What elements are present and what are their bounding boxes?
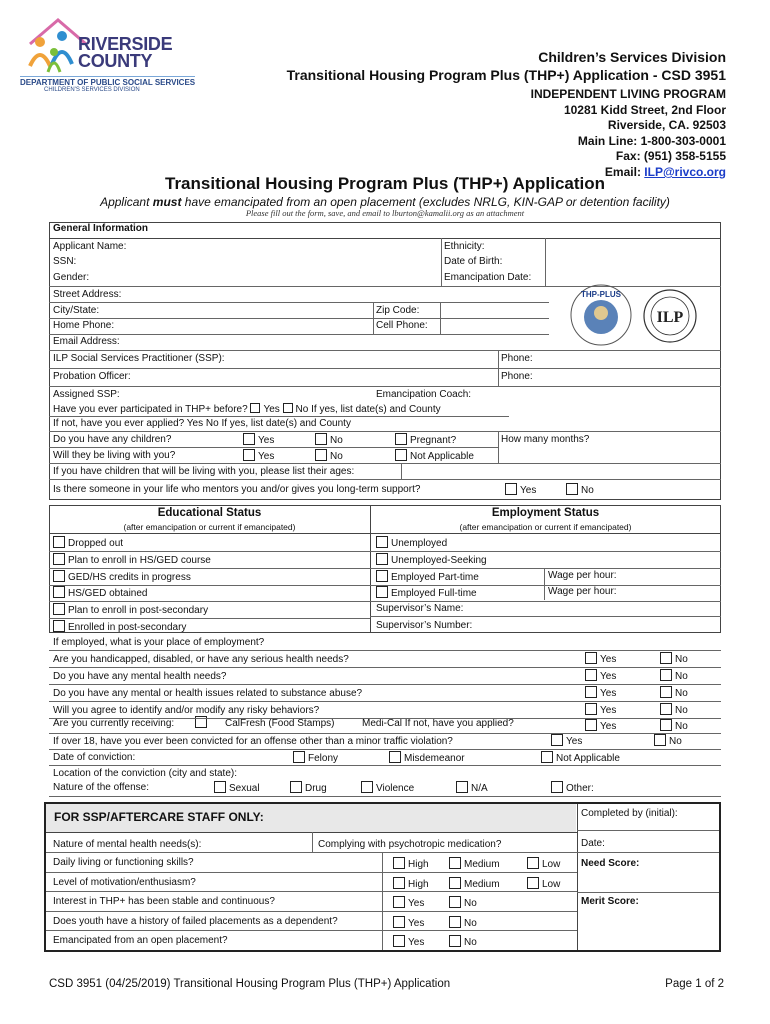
mentor-no: No <box>566 483 594 497</box>
education-checkbox[interactable] <box>53 536 65 548</box>
staff-yes-checkbox[interactable] <box>393 916 405 928</box>
living-na-checkbox[interactable] <box>395 449 407 461</box>
staff-low-option: Low <box>527 857 560 871</box>
city-state-label: City/State: <box>53 305 100 316</box>
ilp-seal-text: ILP <box>656 309 684 326</box>
education-subheading: (after emancipation or current if emancipated) <box>123 522 296 532</box>
sexual-option: Sexual <box>214 781 260 795</box>
merit-score-label: Merit Score: <box>581 896 639 907</box>
children-yes: Yes <box>243 433 274 447</box>
thp-before-yes-checkbox[interactable] <box>250 403 260 413</box>
question-mental-health: Do you have any mental health needs? <box>53 671 227 682</box>
living-no-checkbox[interactable] <box>315 449 327 461</box>
eligibility-note: Applicant must have emancipated from an open placement (excludes NRLG, KIN-GAP or detention facility) <box>100 195 670 209</box>
psychotropic-label: Complying with psychotropic medication? <box>318 839 502 850</box>
receiving-label: Are you currently receiving: <box>53 718 175 729</box>
general-information-heading: General Information <box>53 223 149 234</box>
staff-high-checkbox[interactable] <box>393 857 405 869</box>
footer-form-id: CSD 3951 (04/25/2019) Transitional Housing Program Plus (THP+) Application <box>49 978 451 990</box>
cell-phone-label: Cell Phone: <box>376 320 428 331</box>
education-checkbox[interactable] <box>53 553 65 565</box>
footer-page-number: Page 1 of 2 <box>665 978 724 990</box>
no-option: No <box>660 652 688 666</box>
na-checkbox[interactable] <box>456 781 468 793</box>
education-checkbox[interactable] <box>53 586 65 598</box>
no-checkbox[interactable] <box>660 719 672 731</box>
staff-low-checkbox[interactable] <box>527 877 539 889</box>
mentor-yes-checkbox[interactable] <box>505 483 517 495</box>
staff-yes-checkbox[interactable] <box>393 935 405 947</box>
wage-full-time-label: Wage per hour: <box>548 586 617 597</box>
staff-question-daily-living: Daily living or functioning skills? <box>53 857 194 868</box>
yes-option: Yes <box>585 686 616 700</box>
thp-before-no-checkbox[interactable] <box>283 403 293 413</box>
children-yes-checkbox[interactable] <box>243 433 255 445</box>
employment-checkbox[interactable] <box>376 586 388 598</box>
staff-low-option: Low <box>527 877 560 891</box>
education-option: Plan to enroll in HS/GED course <box>53 553 211 567</box>
staff-yes-option: Yes <box>393 935 424 949</box>
city-address: Riverside, CA. 92503 <box>607 118 726 133</box>
educational-status-heading: Educational Status <box>157 507 262 519</box>
no-option: No <box>660 686 688 700</box>
email-label: Email: <box>604 164 641 179</box>
staff-yes-option: Yes <box>393 916 424 930</box>
department-name: DEPARTMENT OF PUBLIC SOCIAL SERVICES <box>20 78 196 87</box>
children-question: Do you have any children? <box>53 434 172 445</box>
question-handicapped: Are you handicapped, disabled, or have any serious health needs? <box>53 654 349 665</box>
no-option: No <box>660 669 688 683</box>
no-option: No <box>660 719 688 733</box>
how-many-months-label: How many months? <box>501 434 590 445</box>
staff-no-option: No <box>449 935 477 949</box>
staff-medium-option: Medium <box>449 877 500 891</box>
living-yes-checkbox[interactable] <box>243 449 255 461</box>
convicted-no-checkbox[interactable] <box>654 734 666 746</box>
staff-medium-option: Medium <box>449 857 500 871</box>
email-link[interactable]: ILP@rivco.org <box>644 164 726 179</box>
yes-checkbox[interactable] <box>585 719 597 731</box>
page-title: Transitional Housing Program Plus (THP+) Application <box>165 174 605 193</box>
calfresh-label: CalFresh (Food Stamps) <box>225 718 335 729</box>
thp-plus-seal <box>563 283 643 349</box>
yes-checkbox[interactable] <box>585 686 597 698</box>
probation-officer-label: Probation Officer: <box>53 371 131 382</box>
county-name: RIVERSIDE COUNTY <box>78 34 173 71</box>
sexual-checkbox[interactable] <box>214 781 226 793</box>
living-na: Not Applicable <box>395 449 474 463</box>
conviction-na-checkbox[interactable] <box>541 751 553 763</box>
fill-instructions: Please fill out the form, save, and email to lburton@kamalii.org as an attachment <box>245 208 525 218</box>
education-checkbox[interactable] <box>53 570 65 582</box>
pregnant-checkbox[interactable] <box>395 433 407 445</box>
thp-before-question: Have you ever participated in THP+ before? Yes No If yes, list date(s) and County <box>53 404 441 415</box>
education-option: Enrolled in post-secondary <box>53 620 186 634</box>
yes-option: Yes <box>585 719 616 733</box>
nature-label: Nature of the offense: <box>53 782 149 793</box>
staff-no-checkbox[interactable] <box>449 916 461 928</box>
misdemeanor-checkbox[interactable] <box>389 751 401 763</box>
dob-label: Date of Birth: <box>444 256 503 267</box>
question-risky: Will you agree to identify and/or modify any risky behaviors? <box>53 705 320 716</box>
employment-option: Unemployed <box>376 536 447 550</box>
na-option: N/A <box>456 781 488 795</box>
education-checkbox[interactable] <box>53 620 65 632</box>
felony-option: Felony <box>293 751 338 765</box>
drug-option: Drug <box>290 781 327 795</box>
children-no: No <box>315 433 343 447</box>
living-no: No <box>315 449 343 463</box>
staff-yes-checkbox[interactable] <box>393 896 405 908</box>
yes-checkbox[interactable] <box>585 669 597 681</box>
no-checkbox[interactable] <box>660 669 672 681</box>
main-line: Main Line: 1-800-303-0001 <box>577 133 726 148</box>
supervisor-number-label: Supervisor’s Number: <box>376 620 473 631</box>
convicted-question: If over 18, have you ever been convicted for an offense other than a minor traffic violation? <box>53 736 453 747</box>
staff-only-heading: FOR SSP/AFTERCARE STAFF ONLY: <box>54 810 264 824</box>
no-checkbox[interactable] <box>660 686 672 698</box>
employment-checkbox[interactable] <box>376 553 388 565</box>
street-address-label: Street Address: <box>53 289 122 300</box>
home-phone-label: Home Phone: <box>53 320 115 331</box>
staff-high-option: High <box>393 877 429 891</box>
staff-yes-option: Yes <box>393 896 424 910</box>
staff-medium-checkbox[interactable] <box>449 857 461 869</box>
violence-option: Violence <box>361 781 414 795</box>
division-name: CHILDREN'S SERVICES DIVISION <box>44 87 140 93</box>
education-checkbox[interactable] <box>53 603 65 615</box>
conviction-na-option: Not Applicable <box>541 751 620 765</box>
ssp-label: ILP Social Services Practitioner (SSP): <box>53 353 225 364</box>
staff-low-checkbox[interactable] <box>527 857 539 869</box>
staff-question-emancipated-open: Emancipated from an open placement? <box>53 935 228 946</box>
education-option: GED/HS credits in progress <box>53 570 191 584</box>
children-ages-label: If you have children that will be living with you, please list their ages: <box>53 466 355 477</box>
gender-label: Gender: <box>53 272 90 283</box>
yes-option: Yes <box>585 652 616 666</box>
staff-no-option: No <box>449 896 477 910</box>
pregnant: Pregnant? <box>395 433 456 447</box>
employment-checkbox[interactable] <box>376 570 388 582</box>
question-substance: Do you have any mental or health issues related to substance abuse? <box>53 688 363 699</box>
employment-checkbox[interactable] <box>376 536 388 548</box>
date-of-conviction-label: Date of conviction: <box>53 752 136 763</box>
ssp-phone-label: Phone: <box>501 353 533 364</box>
staff-medium-checkbox[interactable] <box>449 877 461 889</box>
staff-no-checkbox[interactable] <box>449 935 461 947</box>
need-score-label: Need Score: <box>581 858 640 869</box>
program-address <box>531 87 726 181</box>
fax: Fax: (951) 358-5155 <box>615 149 726 164</box>
emancipation-coach-label: Emancipation Coach: <box>376 389 472 400</box>
ssn-label: SSN: <box>53 256 77 267</box>
program-name: INDEPENDENT LIVING PROGRAM <box>530 87 726 101</box>
convicted-yes: Yes <box>551 734 582 748</box>
violence-checkbox[interactable] <box>361 781 373 793</box>
education-option: Dropped out <box>53 536 123 550</box>
ilp-seal <box>642 287 698 347</box>
staff-date-label: Date: <box>581 838 605 849</box>
yes-checkbox[interactable] <box>585 703 597 715</box>
location-label: Location of the conviction (city and state): <box>53 768 237 779</box>
employment-option: Employed Full-time <box>376 586 477 600</box>
employment-status-heading: Employment Status <box>491 507 600 519</box>
felony-checkbox[interactable] <box>293 751 305 763</box>
completed-by-label: Completed by (initial): <box>581 808 678 819</box>
yes-option: Yes <box>585 703 616 717</box>
living-with-question: Will they be living with you? <box>53 450 176 461</box>
form-header <box>287 48 726 84</box>
convicted-yes-checkbox[interactable] <box>551 734 563 746</box>
staff-question-motivation: Level of motivation/enthusiasm? <box>53 876 196 888</box>
employment-option: Unemployed-Seeking <box>376 553 487 567</box>
place-of-employment-question: If employed, what is your place of employment? <box>53 637 265 648</box>
medical-label: Medi-Cal If not, have you applied? <box>362 718 514 729</box>
living-yes: Yes <box>243 449 274 463</box>
education-option: HS/GED obtained <box>53 586 148 600</box>
staff-high-option: High <box>393 857 429 871</box>
no-option: No <box>660 703 688 717</box>
other-checkbox[interactable] <box>551 781 563 793</box>
street-address: 10281 Kidd Street, 2nd Floor <box>563 102 726 117</box>
mentor-question: Is there someone in your life who mentors you and/or gives you long-term support? <box>53 484 421 495</box>
no-checkbox[interactable] <box>660 703 672 715</box>
misdemeanor-option: Misdemeanor <box>389 751 465 765</box>
riverside-county-logo <box>18 14 196 94</box>
zip-code-label: Zip Code: <box>376 305 420 316</box>
convicted-no: No <box>654 734 682 748</box>
employment-subheading: (after emancipation or current if emancipated) <box>459 522 632 532</box>
yes-checkbox[interactable] <box>585 652 597 664</box>
form-title: Transitional Housing Program Plus (THP+) Application - CSD 3951 <box>286 67 726 83</box>
probation-phone-label: Phone: <box>501 371 533 382</box>
supervisor-name-label: Supervisor’s Name: <box>376 603 464 614</box>
mentor-no-checkbox[interactable] <box>566 483 578 495</box>
applicant-name-label: Applicant Name: <box>53 241 127 252</box>
ever-applied-question: If not, have you ever applied? Yes No If yes, list date(s) and County <box>53 418 351 429</box>
staff-question-failed-placements: Does youth have a history of failed placements as a dependent? <box>53 915 338 927</box>
children-no-checkbox[interactable] <box>315 433 327 445</box>
email-address-label: Email Address: <box>53 336 120 347</box>
staff-high-checkbox[interactable] <box>393 877 405 889</box>
ethnicity-label: Ethnicity: <box>444 241 485 252</box>
education-option: Plan to enroll in post-secondary <box>53 603 208 617</box>
no-checkbox[interactable] <box>660 652 672 664</box>
yes-option: Yes <box>585 669 616 683</box>
drug-checkbox[interactable] <box>290 781 302 793</box>
staff-no-option: No <box>449 916 477 930</box>
mentor-yes: Yes <box>505 483 536 497</box>
wage-part-time-label: Wage per hour: <box>548 570 617 581</box>
emancipation-date-label: Emancipation Date: <box>444 272 532 283</box>
staff-question-interest: Interest in THP+ has been stable and continuous? <box>53 896 275 907</box>
division-title: Children’s Services Division <box>538 49 726 65</box>
staff-no-checkbox[interactable] <box>449 896 461 908</box>
mental-health-needs-label: Nature of mental health needs(s): <box>53 839 202 850</box>
assigned-ssp-label: Assigned SSP: <box>53 389 120 400</box>
other-option: Other: <box>551 781 594 795</box>
employment-option: Employed Part-time <box>376 570 479 584</box>
thp-seal-text: THP-PLUS <box>581 290 621 299</box>
